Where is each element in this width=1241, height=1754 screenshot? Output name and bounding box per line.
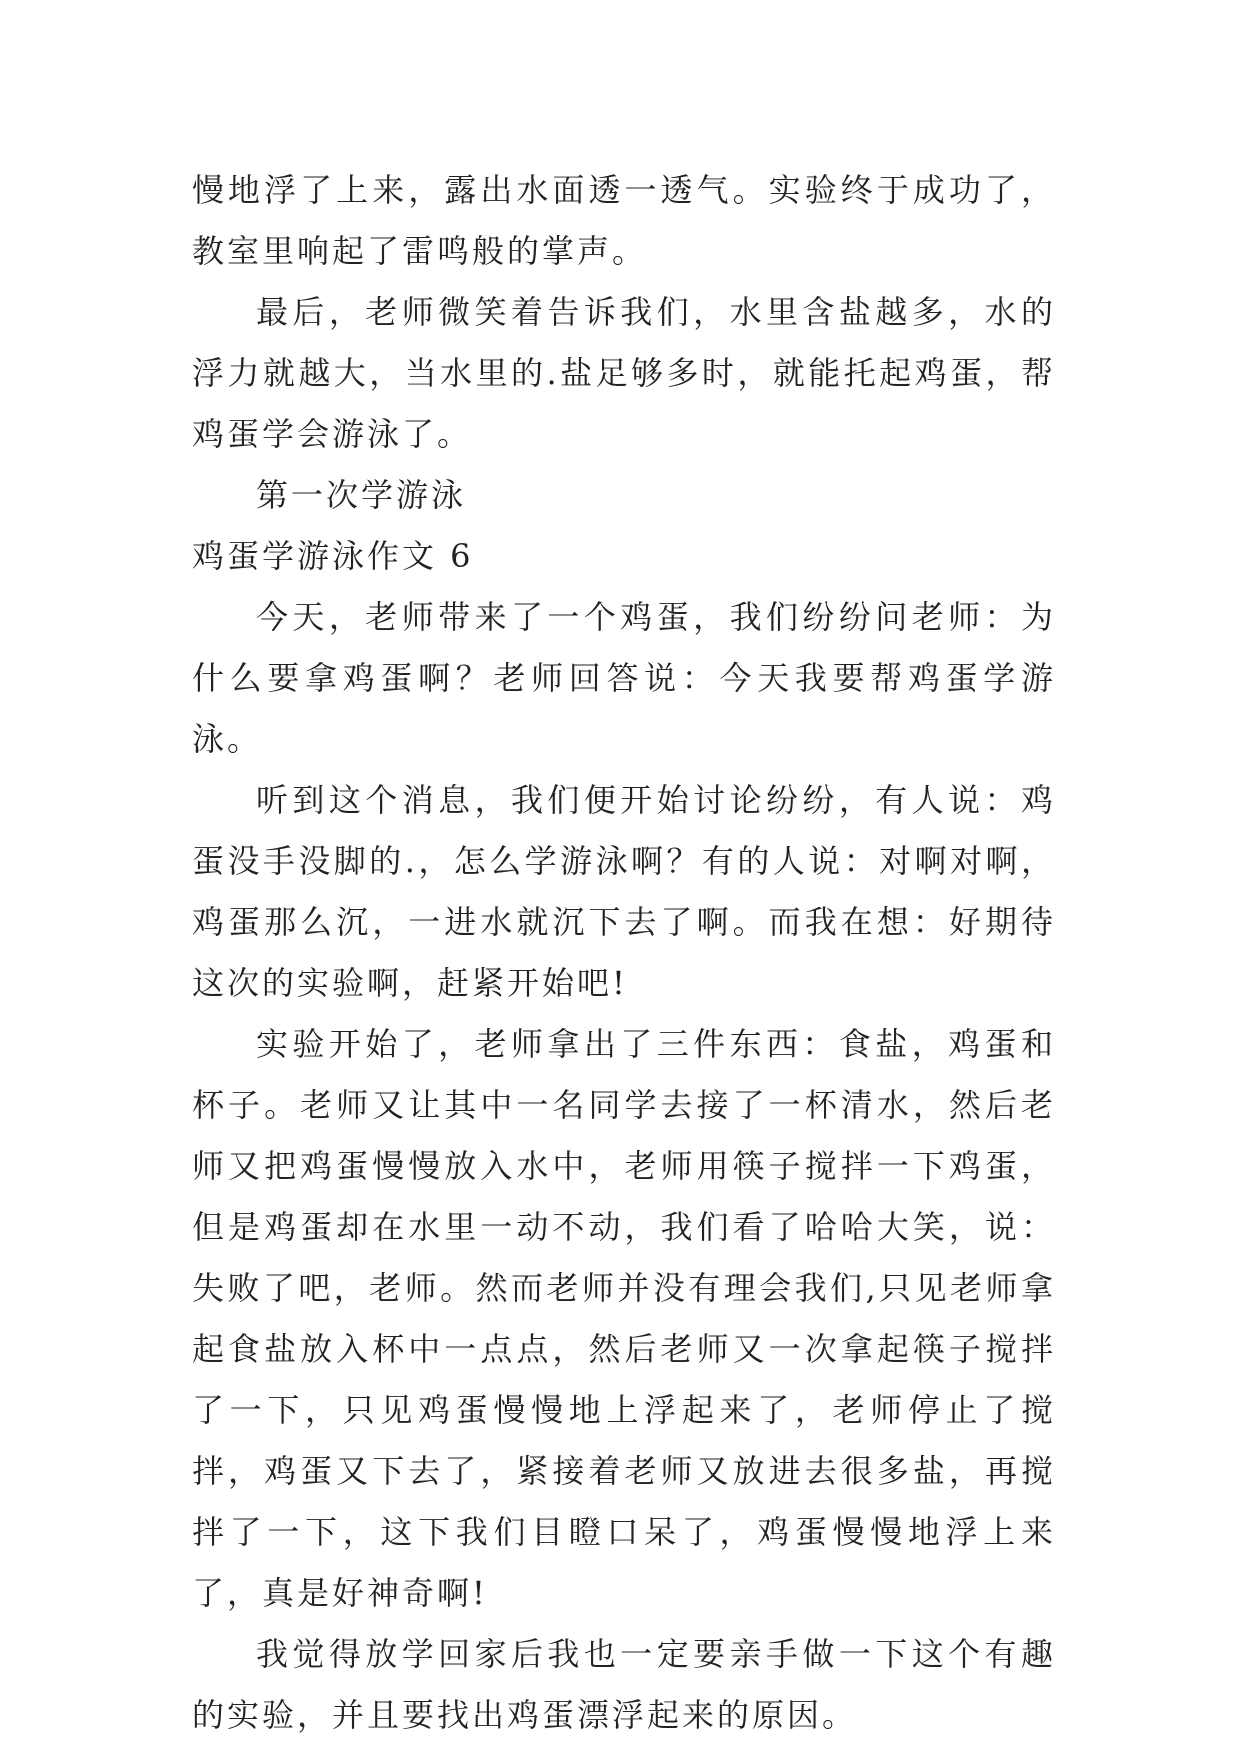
paragraph-continuation: 慢地浮了上来，露出水面透一透气。实验终于成功了，教室里响起了雷鸣般的掌声。 [192, 171, 1056, 270]
paragraph-conclusion: 最后，老师微笑着告诉我们，水里含盐越多，水的浮力就越大，当水里的.盐足够多时，就能托起鸡蛋，帮鸡蛋学会游泳了。 [192, 293, 1056, 453]
document-body [192, 160, 1056, 1746]
paragraph-reflection: 我觉得放学回家后我也一定要亲手做一下这个有趣的实验，并且要找出鸡蛋漂浮起来的原因。 [192, 1635, 1056, 1734]
paragraph-intro: 今天，老师带来了一个鸡蛋，我们纷纷问老师：为什么要拿鸡蛋啊？老师回答说：今天我要帮鸡蛋学游泳。 [192, 598, 1056, 758]
section-heading: 第一次学游泳 [256, 476, 467, 514]
paragraph-discussion: 听到这个消息，我们便开始讨论纷纷，有人说：鸡蛋没手没脚的.，怎么学游泳啊？有的人说：对啊对啊，鸡蛋那么沉，一进水就沉下去了啊。而我在想：好期待这次的实验啊，赶紧开始吧! [192, 781, 1056, 1002]
essay-title: 鸡蛋学游泳作文 6 [192, 537, 474, 575]
paragraph-experiment: 实验开始了，老师拿出了三件东西：食盐，鸡蛋和杯子。老师又让其中一名同学去接了一杯清水，然后老师又把鸡蛋慢慢放入水中，老师用筷子搅拌一下鸡蛋，但是鸡蛋却在水里一动不动，我们看了哈哈大笑，说：失败了吧，老师。然而老师并没有理会我们,只见老师拿起食盐放入杯中一点点，然后老师又一次拿起筷子搅拌了一下，只见鸡蛋慢慢地上浮起来了，老师停止了搅拌，鸡蛋又下去了，紧接着老师又放进去很多盐，再搅拌了一下，这下我们目瞪口呆了，鸡蛋慢慢地浮上来了，真是好神奇啊! [192, 1025, 1056, 1612]
